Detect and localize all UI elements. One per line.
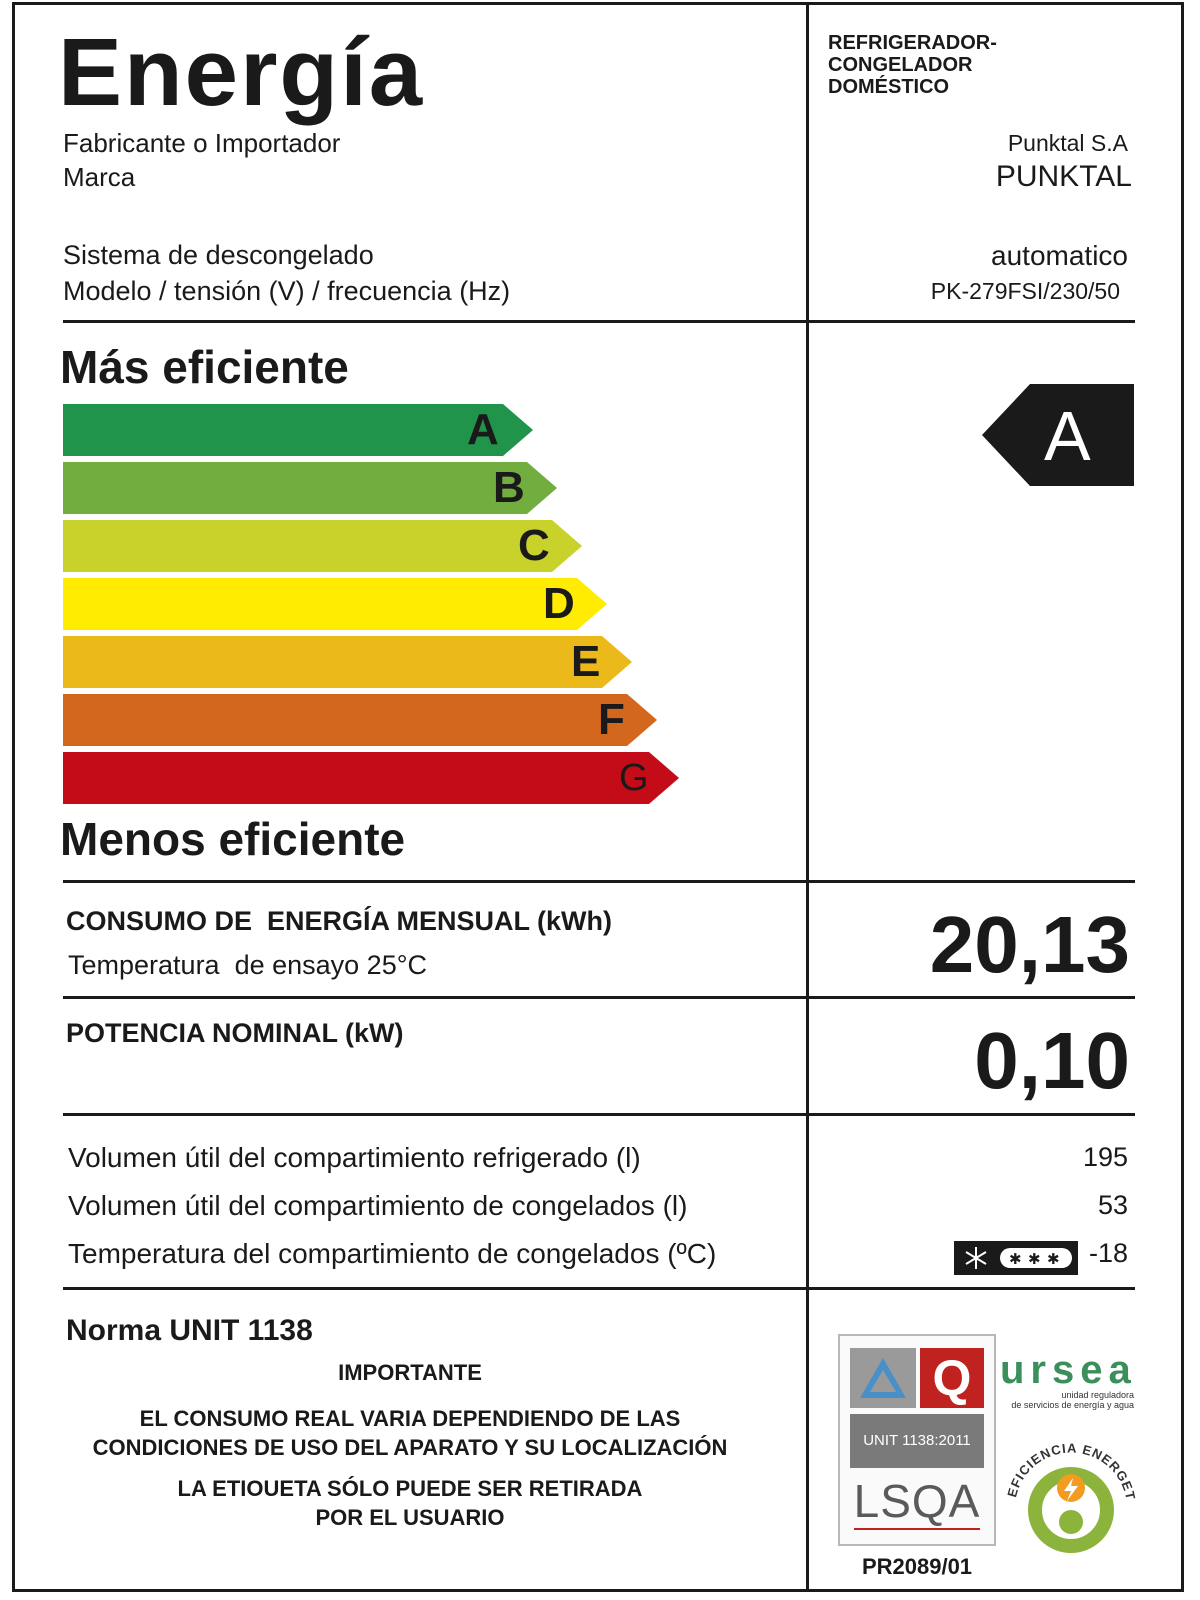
class-bar-letter: G (619, 757, 649, 799)
eficiencia-energetica-text: EFICIENCIA ENERGET (1004, 1440, 1139, 1502)
lsqa-underline (854, 1528, 980, 1530)
ursea-name: ursea (1000, 1348, 1137, 1392)
appliance-type-line: DOMÉSTICO (828, 76, 950, 98)
notice-line: EL CONSUMO REAL VARIA DEPENDIENDO DE LAS (139, 1406, 681, 1431)
class-bar-shape (63, 636, 632, 688)
class-bar-shape (63, 404, 533, 456)
class-bar-shape (63, 462, 557, 514)
appliance-type-line: REFRIGERADOR- (828, 32, 997, 54)
svg-text:✱: ✱ (1047, 1250, 1060, 1268)
manufacturer-value: Punktal S.A (1007, 130, 1128, 156)
scale-bottom-label: Menos eficiente (60, 813, 406, 865)
class-bar-letter: B (493, 463, 525, 512)
brand-value: PUNKTAL (995, 160, 1132, 193)
certification-code: PR2089/01 (861, 1554, 973, 1579)
norma-label: Norma UNIT 1138 (66, 1314, 313, 1347)
defrost-label: Sistema de descongelado (63, 240, 374, 270)
ursea-logo (1000, 1350, 1150, 1410)
class-bar-shape (63, 578, 607, 630)
power-value: 0,10 (974, 1016, 1130, 1105)
eficiencia-energetica-icon (1000, 1418, 1142, 1560)
model-value: PK-279FSI/230/50 (930, 278, 1120, 304)
lsqa-triangle-icon (850, 1348, 916, 1408)
consumption-sublabel: Temperatura de ensayo 25°C (68, 950, 428, 980)
important-heading: IMPORTANTE (338, 1360, 482, 1385)
spec-value-freezer-temp: -18 (1088, 1238, 1128, 1268)
svg-text:✱: ✱ (1028, 1250, 1041, 1268)
class-bar-letter: A (467, 405, 499, 454)
scale-top-label: Más eficiente (60, 341, 349, 393)
notice-line: CONDICIONES DE USO DEL APARATO Y SU LOCALIZACIÓN (92, 1435, 728, 1460)
brand-label: Marca (63, 162, 136, 192)
class-bar-letter: E (571, 637, 601, 686)
eficiencia-energetica-seal (1000, 1418, 1142, 1560)
efficiency-scale (63, 404, 763, 804)
class-bar-letter: C (518, 521, 550, 570)
ursea-subtitle-line: unidad reguladora (1061, 1390, 1134, 1400)
class-bar-letter: F (598, 695, 625, 744)
consumption-value: 20,13 (929, 900, 1130, 989)
lsqa-name: LSQA (853, 1475, 981, 1527)
notice-line: POR EL USUARIO (315, 1505, 505, 1530)
rating-letter: A (1044, 397, 1091, 475)
class-bar-shape (63, 694, 657, 746)
manufacturer-label: Fabricante o Importador (63, 128, 341, 158)
power-label: POTENCIA NOMINAL (kW) (66, 1018, 404, 1048)
divider-specs (63, 1287, 1135, 1290)
spec-label-freezer-volume: Volumen útil del compartimiento de congelados (l) (68, 1190, 688, 1221)
lsqa-q-icon: Q (920, 1348, 984, 1408)
spec-value-freezer-volume: 53 (1097, 1190, 1128, 1220)
freezer-star-rating-shape (954, 1241, 1078, 1275)
rating-marker (982, 384, 1134, 486)
spec-label-fridge-volume: Volumen útil del compartimiento refrigerado (l) (68, 1142, 641, 1173)
lsqa-unit-standard: UNIT 1138:2011 (850, 1414, 984, 1468)
spec-label-freezer-temp: Temperatura del compartimiento de congelados (ºC) (68, 1238, 717, 1269)
divider-scale (63, 880, 1135, 883)
divider-header (63, 320, 1135, 323)
divider-power (63, 1113, 1135, 1116)
appliance-type (828, 32, 997, 98)
notice-consumption (20, 1404, 800, 1462)
lsqa-certification-logo (838, 1334, 996, 1546)
ursea-subtitle (1000, 1390, 1134, 1410)
vertical-divider (806, 2, 809, 1592)
label-title: Energía (58, 19, 425, 126)
notice-removal (20, 1474, 800, 1532)
ursea-subtitle-line: de servicios de energía y agua (1011, 1400, 1134, 1410)
divider-consumption (63, 996, 1135, 999)
defrost-value: automatico (991, 240, 1128, 271)
freezer-star-rating-icon (954, 1241, 1078, 1275)
consumption-label: CONSUMO DE ENERGÍA MENSUAL (kWh) (66, 906, 613, 936)
class-bar-shape (63, 752, 679, 804)
class-bar-letter: D (543, 579, 575, 628)
spec-value-fridge-volume: 195 (1082, 1142, 1128, 1172)
class-bar-shape (63, 520, 582, 572)
svg-text:✱: ✱ (1009, 1250, 1022, 1268)
appliance-type-line: CONGELADOR (828, 54, 973, 76)
model-label: Modelo / tensión (V) / frecuencia (Hz) (63, 276, 511, 306)
notice-line: LA ETIOUETA SÓLO PUEDE SER RETIRADA (177, 1476, 643, 1501)
